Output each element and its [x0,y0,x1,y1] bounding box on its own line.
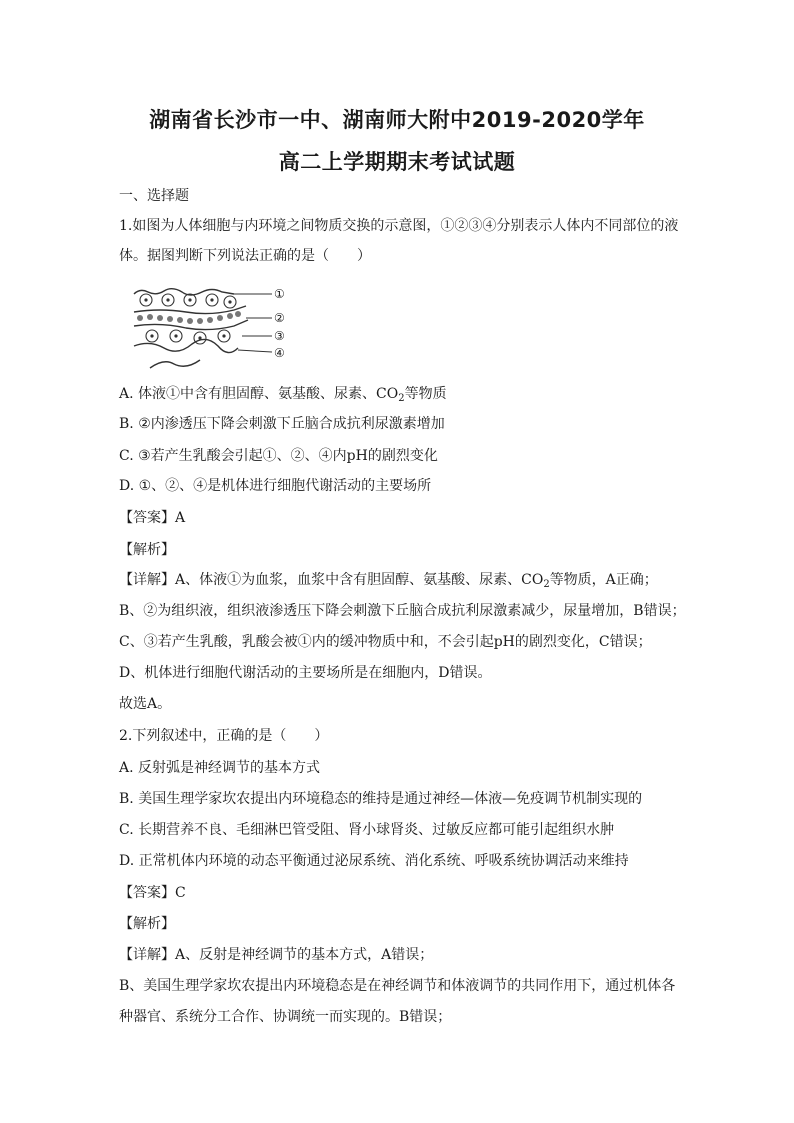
q2-answer: 【答案】C [119,885,186,901]
q1-analysis-heading: 【解析】 [119,542,175,558]
q1-detail-d: D、机体进行细胞代谢活动的主要场所是在细胞内，D错误。 [119,665,492,681]
diagram-label-3: ③ [274,329,285,343]
tissue-outline-top [134,289,234,295]
q2-detail-a: 【详解】A、反射是神经调节的基本方式，A错误； [119,947,434,963]
q2-option-d: D. 正常机体内环境的动态平衡通过泌尿系统、消化系统、呼吸系统协调活动来维持 [119,853,629,869]
q1-option-b: B. ②内渗透压下降会刺激下丘脑合成抗利尿激素增加 [119,416,445,432]
q2-option-c: C. 长期营养不良、毛细淋巴管受阻、肾小球肾炎、过敏反应都可能引起组织水肿 [119,822,615,838]
q1-detail-b: B、②为组织液，组织液渗透压下降会刺激下丘脑合成抗利尿激素减少，尿量增加，B错误； [119,603,686,619]
q1-detail-a-subscript: 2 [543,579,550,590]
q1-option-c: C. ③若产生乳酸会引起①、②、④内pH的剧烈变化 [119,448,438,464]
q1-detail-a-suffix: 等物质，A正确； [549,572,658,588]
q2-detail-b-line2: 种器官、系统分工合作、协调统一而实现的。B错误； [119,1009,452,1025]
q1-stem-line1: 1.如图为人体细胞与内环境之间物质交换的示意图，①②③④分别表示人体内不同部位的液 [119,218,679,234]
q1-option-a [119,384,689,404]
q2-analysis-heading: 【解析】 [119,916,175,932]
document-title-line1: 湖南省长沙市一中、湖南师大附中2019-2020学年 [149,108,645,132]
diagram-label-1: ① [274,287,285,301]
vessel-wall-upper [134,306,246,314]
q1-detail-c: C、③若产生乳酸，乳酸会被①内的缓冲物质中和，不会引起pH的剧烈变化，C错误； [119,634,652,650]
q2-detail-b-line1: B、美国生理学家坎农提出内环境稳态是在神经调节和体液调节的共同作用下，通过机体各 [119,978,676,994]
q1-option-a-subscript: 2 [398,393,405,404]
cell-exchange-diagram [130,286,300,370]
diagram-label-2: ② [274,311,285,325]
q2-option-a: A. 反射弧是神经调节的基本方式 [119,760,321,776]
q1-option-a-text: A. 体液①中含有胆固醇、氨基酸、尿素、CO [119,386,399,402]
document-title-line2: 高二上学期期末考试试题 [278,150,516,174]
q1-detail-a-text: 【详解】A、体液①为血浆，血浆中含有胆固醇、氨基酸、尿素、CO [119,572,544,588]
q1-answer: 【答案】A [119,510,186,526]
tissue-outline-bottom [150,360,200,368]
section-heading: 一、选择题 [119,188,189,204]
diagram-label-4: ④ [274,346,285,360]
q1-option-d: D. ①、②、④是机体进行细胞代谢活动的主要场所 [119,478,432,494]
q1-detail-a [119,570,689,590]
q1-option-a-suffix: 等物质 [404,386,447,402]
q2-option-b: B. 美国生理学家坎农提出内环境稳态的维持是通过神经—体液—免疫调节机制实现的 [119,791,643,807]
q1-conclusion: 故选A。 [119,696,172,712]
q1-stem-line2: 体。据图判断下列说法正确的是（ ） [119,248,371,264]
q2-stem: 2.下列叙述中，正确的是（ ） [119,728,329,744]
